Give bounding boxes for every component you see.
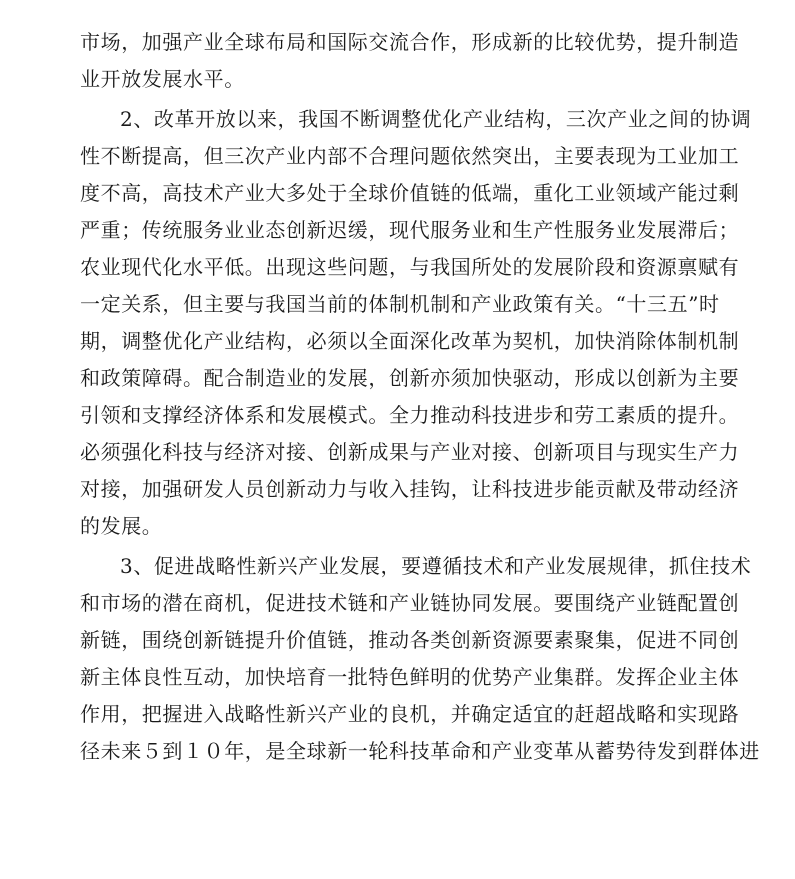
- paragraph-first-line: 3、促进战略性新兴产业发展，要遵循技术和产业发展规律，抓住技术: [120, 554, 752, 578]
- paragraph-3: [80, 548, 760, 770]
- paragraph-line: 业开放发展水平。: [80, 67, 245, 91]
- paragraph-line: 必须强化科技与经济对接、创新成果与产业对接、创新项目与现实生产力: [80, 440, 740, 464]
- paragraph-2: [80, 101, 752, 545]
- paragraph-line: 引领和支撑经济体系和发展模式。全力推动科技进步和劳工素质的提升。: [80, 403, 740, 427]
- paragraph-line: 径未来５到１０年，是全球新一轮科技革命和产业变革从蓄势待发到群体进: [80, 739, 760, 763]
- paragraph-line: 农业现代化水平低。出现这些问题，与我国所处的发展阶段和资源禀赋有: [80, 255, 740, 279]
- paragraph-line: 新链，围绕创新链提升价值链，推动各类创新资源要素聚集，促进不同创: [80, 628, 740, 652]
- paragraph-line: 性不断提高，但三次产业内部不合理问题依然突出，主要表现为工业加工: [80, 144, 740, 168]
- paragraph-line: 对接，加强研发人员创新动力与收入挂钩，让科技进步能贡献及带动经济: [80, 477, 740, 501]
- paragraph-line: 一定关系，但主要与我国当前的体制机制和产业政策有关。“十三五”时: [80, 292, 720, 316]
- paragraph-line: 期，调整优化产业结构，必须以全面深化改革为契机，加快消除体制机制: [80, 329, 740, 353]
- paragraph-line: 作用，把握进入战略性新兴产业的良机，并确定适宜的赶超战略和实现路: [80, 702, 740, 726]
- paragraph-line: 市场，加强产业全球布局和国际交流合作，形成新的比较优势，提升制造: [80, 30, 740, 54]
- paragraph-line: 度不高，高技术产业大多处于全球价值链的低端，重化工业领域产能过剩: [80, 181, 740, 205]
- paragraph-line: 新主体良性互动，加快培育一批特色鲜明的优势产业集群。发挥企业主体: [80, 665, 740, 689]
- paragraph-1: [80, 24, 740, 98]
- document-body: [80, 24, 760, 770]
- paragraph-line: 严重；传统服务业业态创新迟缓，现代服务业和生产性服务业发展滞后；: [80, 218, 740, 242]
- paragraph-first-line: 2、改革开放以来，我国不断调整优化产业结构，三次产业之间的协调: [120, 107, 752, 131]
- paragraph-line: 和市场的潜在商机，促进技术链和产业链协同发展。要围绕产业链配置创: [80, 591, 740, 615]
- paragraph-line: 和政策障碍。配合制造业的发展，创新亦须加快驱动，形成以创新为主要: [80, 366, 740, 390]
- paragraph-line: 的发展。: [80, 514, 163, 538]
